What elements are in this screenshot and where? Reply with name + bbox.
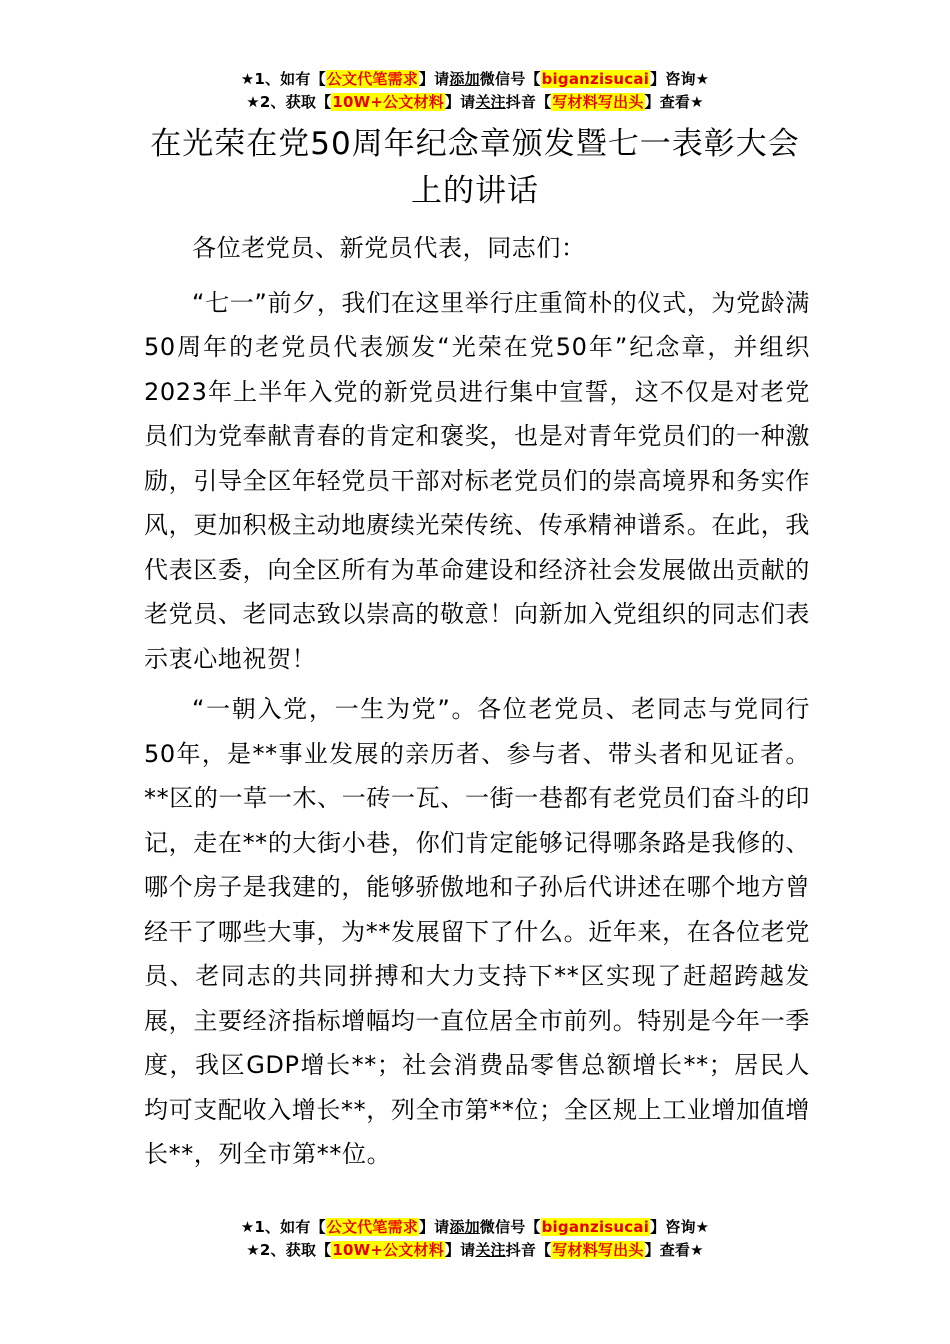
highlight-service: 公文代笔需求	[326, 1218, 418, 1236]
document-body	[144, 226, 810, 1183]
document-title: 在光荣在党50周年纪念章颁发暨七一表彰大会上的讲话	[150, 126, 800, 209]
highlight-materials: 10W+公文材料	[332, 1241, 444, 1259]
banner-line-2: ★2、获取【10W+公文材料】请关注抖音【写材料写出头】查看★	[246, 1241, 704, 1259]
banner-line-2: ★2、获取【10W+公文材料】请关注抖音【写材料写出头】查看★	[246, 93, 704, 111]
highlight-douyin-id: 写材料写出头	[552, 1241, 644, 1259]
highlight-douyin-id: 写材料写出头	[552, 93, 644, 111]
highlight-materials: 10W+公文材料	[332, 93, 444, 111]
highlight-wechat-id: biganzisucai	[541, 1218, 650, 1236]
salutation: 各位老党员、新党员代表，同志们：	[192, 234, 586, 262]
highlight-service: 公文代笔需求	[326, 70, 418, 88]
bottom-banner	[0, 1216, 950, 1262]
top-banner	[0, 68, 950, 114]
banner-line-1: ★1、如有【公文代笔需求】请添加微信号【biganzisucai】咨询★	[240, 1218, 710, 1236]
paragraph-2: “一朝入党，一生为党”。各位老党员、老同志与党同行50年，是**事业发展的亲历者、参与者、带头者和见证者。**区的一草一木、一砖一瓦、一街一巷都有老党员们奋斗的印记，走在**的大街小巷，你们肯定能够记得哪条路是我修的、哪个房子是我建的，能够骄傲地和子孙后代讲述在哪个地方曾经干了哪些大事，为**发展留下了什么。近年来，在各位老党员、老同志的共同拼搏和大力支持下**区实现了赶超跨越发展，主要经济指标增幅均一直位居全市前列。特别是今年一季度，我区GDP增长**；社会消费品零售总额增长**；居民人均可支配收入增长**，列全市第**位；全区规上工业增加值增长**，列全市第**位。	[144, 695, 810, 1168]
highlight-wechat-id: biganzisucai	[541, 70, 650, 88]
paragraph-1: “七一”前夕，我们在这里举行庄重简朴的仪式，为党龄满50周年的老党员代表颁发“光荣在党50年”纪念章，并组织2023年上半年入党的新党员进行集中宣誓，这不仅是对老党员们为党奉献青春的肯定和褒奖，也是对青年党员们的一种激励，引导全区年轻党员干部对标老党员们的崇高境界和务实作风，更加积极主动地赓续光荣传统、传承精神谱系。在此，我代表区委，向全区所有为革命建设和经济社会发展做出贡献的老党员、老同志致以崇高的敬意！向新加入党组织的同志们表示衷心地祝贺！	[144, 288, 810, 673]
banner-line-1: ★1、如有【公文代笔需求】请添加微信号【biganzisucai】咨询★	[240, 70, 710, 88]
